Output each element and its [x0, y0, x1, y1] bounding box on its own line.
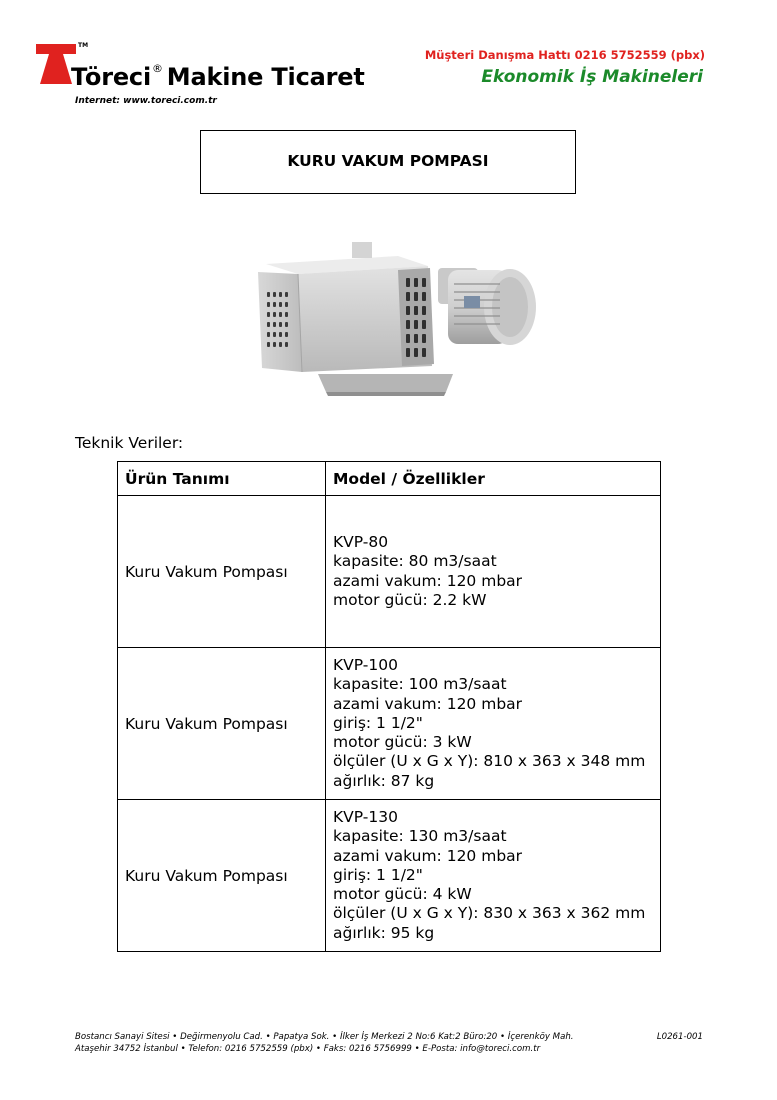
- spec-line: ölçüler (U x G x Y): 810 x 363 x 348 mm: [333, 752, 646, 771]
- product-name: Kuru Vakum Pompası: [118, 800, 326, 952]
- spec-line: ölçüler (U x G x Y): 830 x 363 x 362 mm: [333, 904, 646, 923]
- company-slogan: Ekonomik İş Makineleri: [481, 67, 703, 87]
- spec-line: azami vakum: 120 mbar: [333, 571, 523, 590]
- header-product-description: Ürün Tanımı: [118, 462, 326, 496]
- spec-line: KVP-100: [333, 656, 398, 675]
- table-row: [118, 648, 661, 800]
- product-name: Kuru Vakum Pompası: [118, 496, 326, 648]
- spec-line: giriş: 1 1/2": [333, 865, 423, 884]
- spec-line: motor gücü: 3 kW: [333, 733, 472, 752]
- spec-line: KVP-80: [333, 533, 389, 552]
- document-title: KURU VAKUM POMPASI: [200, 130, 576, 194]
- table-header-row: [118, 462, 661, 496]
- spec-line: kapasite: 80 m3/saat: [333, 552, 497, 571]
- footer-address: [75, 1031, 705, 1055]
- company-name-first: Töreci: [71, 63, 151, 91]
- spec-line: ağırlık: 87 kg: [333, 771, 435, 790]
- footer-line-1: Bostancı Sanayi Sitesi • Değirmenyolu Cad. • Papatya Sok. • İlker İş Merkezi 2 No:6 Kat:2 Büro:20 • İçerenköy Mah.: [75, 1032, 574, 1042]
- footer-line-2: Ataşehir 34752 İstanbul • Telefon: 0216 5752559 (pbx) • Faks: 0216 5756999 • E-Posta: info@toreci.com.tr: [75, 1044, 541, 1054]
- spec-line: azami vakum: 120 mbar: [333, 694, 523, 713]
- product-name: Kuru Vakum Pompası: [118, 648, 326, 800]
- website-link[interactable]: Internet: www.toreci.com.tr: [75, 96, 217, 106]
- spec-line: kapasite: 100 m3/saat: [333, 675, 507, 694]
- spec-line: motor gücü: 2.2 kW: [333, 590, 487, 609]
- product-specs: [326, 496, 661, 648]
- registered-mark: ®: [151, 62, 163, 75]
- spec-line: azami vakum: 120 mbar: [333, 846, 523, 865]
- document-code: L0261-001: [656, 1032, 703, 1042]
- product-specs: [326, 648, 661, 800]
- specs-table: [117, 461, 661, 952]
- technical-data-label: Teknik Veriler:: [75, 434, 184, 452]
- company-name: [71, 62, 365, 91]
- spec-line: KVP-130: [333, 808, 398, 827]
- table-row: [118, 496, 661, 648]
- spec-line: ağırlık: 95 kg: [333, 923, 435, 942]
- toreci-t-logo-icon: [36, 44, 76, 84]
- spec-line: giriş: 1 1/2": [333, 713, 423, 732]
- vacuum-pump-image: [248, 234, 538, 404]
- header-model-features: Model / Özellikler: [326, 462, 661, 496]
- company-name-rest: Makine Ticaret: [166, 63, 365, 91]
- table-row: [118, 800, 661, 952]
- trademark-mark: TM: [78, 42, 89, 49]
- customer-hotline: Müşteri Danışma Hattı 0216 5752559 (pbx): [424, 48, 705, 62]
- spec-line: kapasite: 130 m3/saat: [333, 827, 507, 846]
- spec-line: motor gücü: 4 kW: [333, 885, 472, 904]
- product-specs: [326, 800, 661, 952]
